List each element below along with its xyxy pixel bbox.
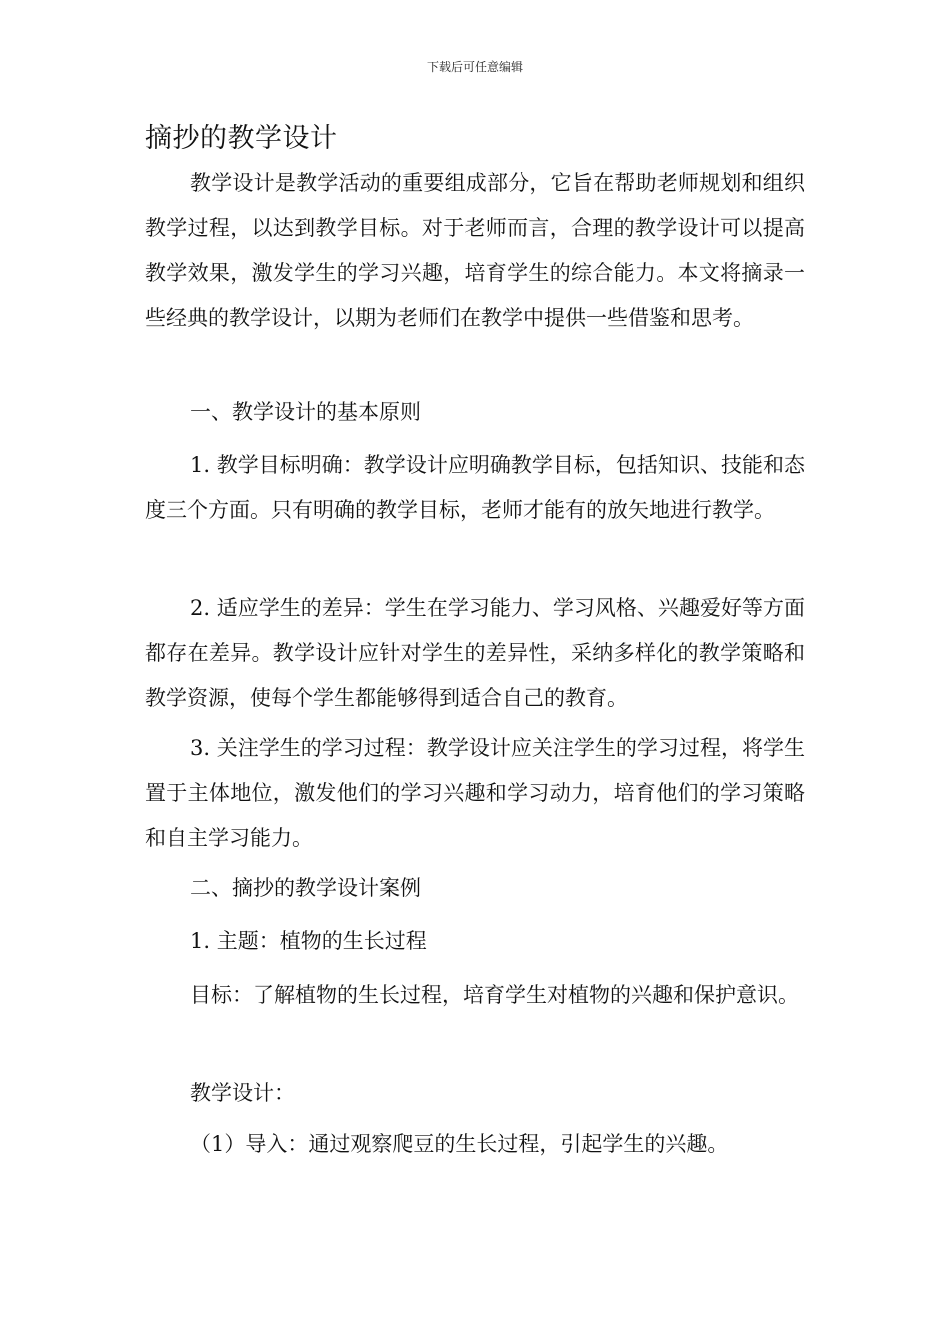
header-note: 下载后可任意编辑 <box>426 60 523 74</box>
principle-item-3: 3. 关注学生的学习过程：教学设计应关注学生的学习过程，将学生置于主体地位，激发他们的学习兴趣和学习动力，培育他们的学习策略和自主学习能力。 <box>145 736 805 850</box>
principle-item-2: 2. 适应学生的差异：学生在学习能力、学习风格、兴趣爱好等方面都存在差异。教学设计应针对学生的差异性，采纳多样化的教学策略和教学资源，使每个学生都能够得到适合自己的教育。 <box>145 596 805 710</box>
principle-item-1: 1. 教学目标明确：教学设计应明确教学目标，包括知识、技能和态度三个方面。只有明确的教学目标，老师才能有的放矢地进行教学。 <box>145 453 805 522</box>
section-1-heading: 一、教学设计的基本原则 <box>190 400 421 424</box>
intro-paragraph: 教学设计是教学活动的重要组成部分，它旨在帮助老师规划和组织教学过程，以达到教学目标。对于老师而言，合理的教学设计可以提高教学效果，激发学生的学习兴趣，培育学生的综合能力。本文将摘录一些经典的教学设计，以期为老师们在教学中提供一些借鉴和思考。 <box>145 171 805 330</box>
document-title: 摘抄的教学设计 <box>145 123 338 154</box>
teaching-design-label: 教学设计： <box>190 1081 295 1105</box>
case-1-topic: 1. 主题：植物的生长过程 <box>190 929 427 953</box>
design-step-1: （1）导入：通过观察爬豆的生长过程，引起学生的兴趣。 <box>190 1132 729 1156</box>
section-2-heading: 二、摘抄的教学设计案例 <box>190 876 421 900</box>
case-1-goal: 目标：了解植物的生长过程，培育学生对植物的兴趣和保护意识。 <box>190 983 799 1007</box>
